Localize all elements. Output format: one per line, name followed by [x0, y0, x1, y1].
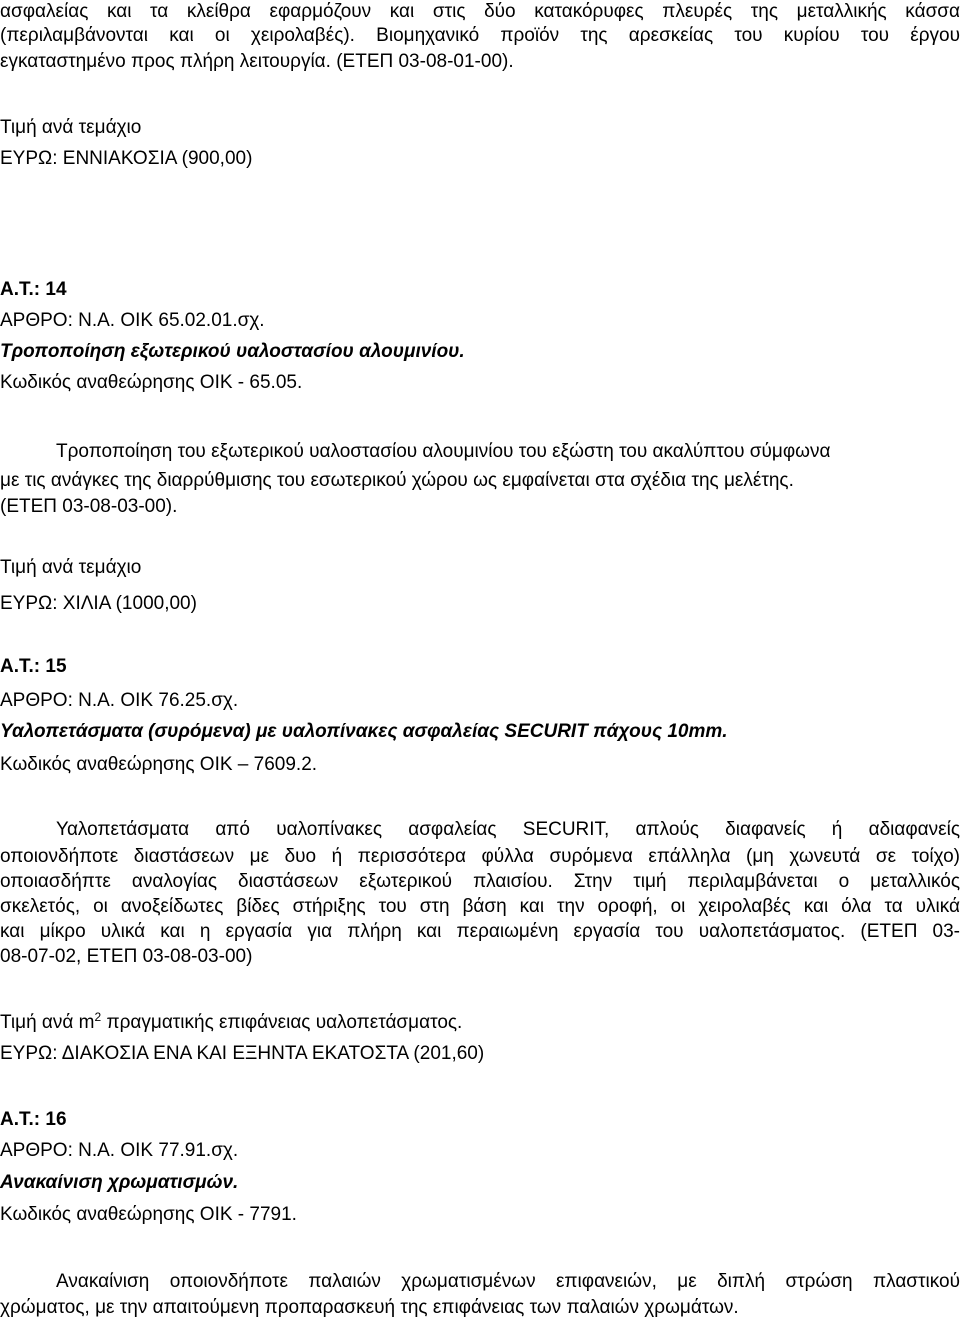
item-title: Τροποποίηση εξωτερικού υαλοστασίου αλουμινίου. [0, 341, 465, 362]
price-label-text: Τιμή ανά m [0, 1012, 95, 1033]
description-line: οποιασδήπτε αναλογίας διαστάσεων εξωτερικού πλαισίου. Στην τιμή περιλαμβάνεται ο μεταλλικός [0, 871, 960, 892]
paragraph-line: ασφαλείας και τα κλείθρα εφαρμόζουν και στις δύο κατακόρυφες πλευρές της μεταλλικής κάσσα [0, 1, 960, 22]
price-label [0, 1011, 960, 1035]
price-label-text: πραγματικής επιφάνειας υαλοπετάσματος. [101, 1012, 463, 1033]
description-line: χρώματος, με την απαιτούμενη προπαρασκευή της επιφάνειας των παλαιών χρωμάτων. [0, 1297, 739, 1318]
description-line: Υαλοπετάσματα από υαλοπίνακες ασφαλείας SECURIT, απλούς διαφανείς ή αδιαφανείς [56, 819, 960, 840]
item-number: Α.Τ.: 15 [0, 656, 67, 677]
article-code: ΑΡΘΡΟ: Ν.Α. ΟΙΚ 76.25.σχ. [0, 690, 239, 711]
superscript-unit: 2 [94, 1010, 102, 1024]
price-value: ΕΥΡΩ: ΧΙΛΙΑ (1000,00) [0, 593, 197, 614]
description-line: σκελετός, οι ανοξείδωτες βίδες στήριξης του στη βάση και την οροφή, οι χειρολαβές και όλα τα υλικά [0, 896, 960, 917]
description-line: και μίκρο υλικά και η εργασία για πλήρη και περαιωμένη εργασία του υαλοπετάσματος. (ΕΤΕΠ 03- [0, 921, 960, 942]
description-line: με τις ανάγκες της διαρρύθμισης του εσωτερικού χώρου ως εμφαίνεται στα σχέδια της μελέτης. [0, 470, 794, 491]
description-line: Τροποποίηση του εξωτερικού υαλοστασίου αλουμινίου του εξώστη του ακαλύπτου σύμφωνα [56, 441, 831, 462]
item-title: Ανακαίνιση χρωματισμών. [0, 1172, 239, 1193]
revision-code: Κωδικός αναθεώρησης ΟΙΚ - 65.05. [0, 372, 303, 393]
description-line: (ΕΤΕΠ 03-08-03-00). [0, 496, 178, 517]
price-value: ΕΥΡΩ: ΔΙΑΚΟΣΙΑ ΕΝΑ ΚΑΙ ΕΞΗΝΤΑ ΕΚΑΤΟΣΤΑ (201,60) [0, 1043, 485, 1064]
item-title: Υαλοπετάσματα (συρόμενα) με υαλοπίνακες ασφαλείας SECURIT πάχους 10mm. [0, 721, 728, 742]
revision-code: Κωδικός αναθεώρησης ΟΙΚ – 7609.2. [0, 754, 318, 775]
revision-code: Κωδικός αναθεώρησης ΟΙΚ - 7791. [0, 1204, 297, 1225]
price-label: Τιμή ανά τεμάχιο [0, 557, 142, 578]
paragraph-line: (περιλαμβάνονται και οι χειρολαβές). Βιομηχανικό προϊόν της αρεσκείας του κυρίου του έργου [0, 25, 960, 46]
item-number: Α.Τ.: 16 [0, 1109, 67, 1130]
paragraph-line: εγκαταστημένο προς πλήρη λειτουργία. (ΕΤΕΠ 03-08-01-00). [0, 51, 514, 72]
price-label: Τιμή ανά τεμάχιο [0, 117, 142, 138]
description-line: 08-07-02, ΕΤΕΠ 03-08-03-00) [0, 946, 253, 967]
article-code: ΑΡΘΡΟ: Ν.Α. ΟΙΚ 65.02.01.σχ. [0, 310, 265, 331]
price-value: ΕΥΡΩ: ΕΝΝΙΑΚΟΣΙΑ (900,00) [0, 148, 253, 169]
article-code: ΑΡΘΡΟ: Ν.Α. ΟΙΚ 77.91.σχ. [0, 1140, 239, 1161]
description-line: Ανακαίνιση οποιονδήποτε παλαιών χρωματισμένων επιφανειών, με διπλή στρώση πλαστικού [56, 1271, 960, 1292]
description-line: οποιονδήποτε διαστάσεων με δυο ή περισσότερα φύλλα συρόμενα επάλληλα (μη χωνευτά σε τοίχο) [0, 846, 960, 867]
item-number: Α.Τ.: 14 [0, 279, 67, 300]
